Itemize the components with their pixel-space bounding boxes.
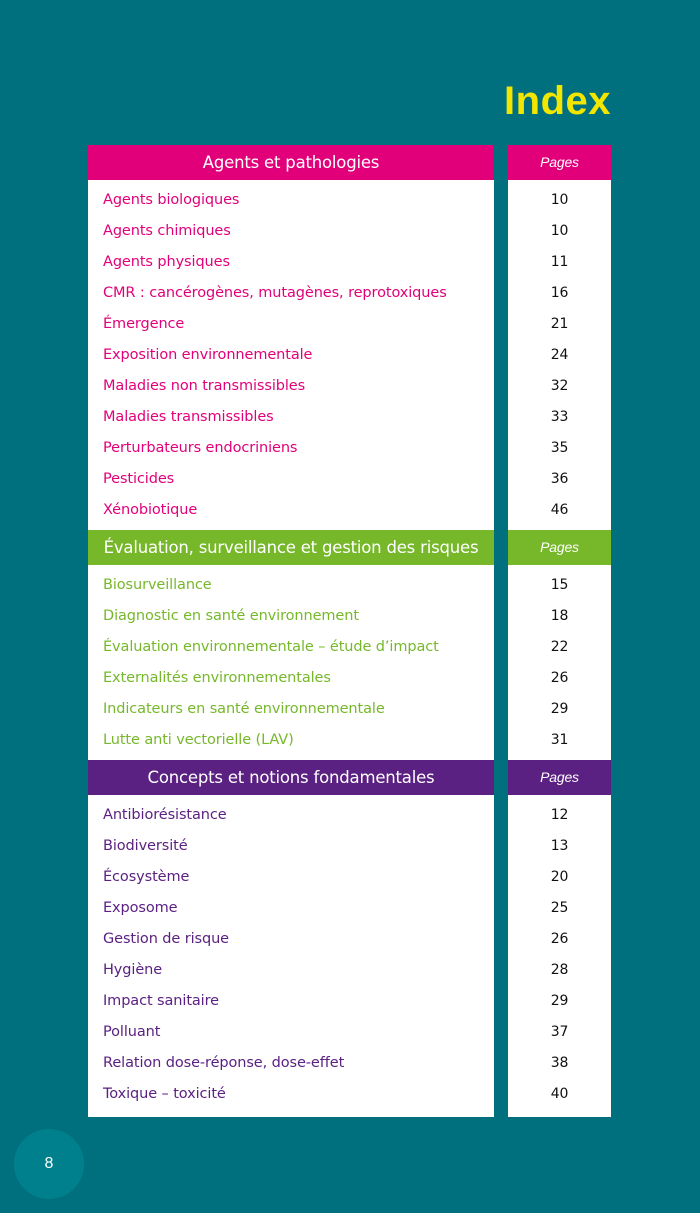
page-number[interactable]: 46	[550, 502, 569, 518]
page-number[interactable]: 37	[550, 1024, 569, 1040]
index-term[interactable]: CMR : cancérogènes, mutagènes, reprotoxiques	[103, 285, 447, 301]
page-number[interactable]: 24	[550, 347, 569, 363]
index-term[interactable]: Pesticides	[103, 471, 175, 487]
index-term[interactable]: Perturbateurs endocriniens	[103, 440, 298, 456]
index-term[interactable]: Exposome	[103, 900, 178, 916]
pages-list	[508, 795, 611, 1117]
index-term[interactable]: Agents chimiques	[103, 223, 231, 239]
index-term[interactable]: Externalités environnementales	[103, 670, 331, 686]
terms-list	[88, 565, 494, 763]
index-term[interactable]: Hygiène	[103, 962, 163, 978]
index-term[interactable]: Agents biologiques	[103, 192, 240, 208]
page-number[interactable]: 36	[550, 471, 569, 487]
page-number[interactable]: 38	[550, 1055, 569, 1071]
section-heading: Concepts et notions fondamentales	[88, 760, 494, 795]
page-number[interactable]: 15	[550, 577, 569, 593]
page-number[interactable]: 22	[550, 639, 569, 655]
pages-column	[508, 145, 611, 533]
index-term[interactable]: Biodiversité	[103, 838, 188, 854]
index-term[interactable]: Diagnostic en santé environnement	[103, 608, 359, 624]
page-title: Index	[504, 79, 611, 123]
terms-list	[88, 795, 494, 1117]
index-term[interactable]: Indicateurs en santé environnementale	[103, 701, 385, 717]
page-number[interactable]: 31	[550, 732, 569, 748]
index-term[interactable]: Polluant	[103, 1024, 161, 1040]
index-term[interactable]: Exposition environnementale	[103, 347, 313, 363]
page-number[interactable]: 20	[550, 869, 569, 885]
pages-list	[508, 180, 611, 533]
page-number[interactable]: 10	[550, 192, 569, 208]
pages-heading: Pages	[508, 530, 611, 565]
page-number[interactable]: 32	[550, 378, 569, 394]
index-term[interactable]: Lutte anti vectorielle (LAV)	[103, 732, 294, 748]
pages-heading: Pages	[508, 760, 611, 795]
page-number[interactable]: 18	[550, 608, 569, 624]
page-number[interactable]: 29	[550, 993, 569, 1009]
section-heading: Agents et pathologies	[88, 145, 494, 180]
page-number[interactable]: 29	[550, 701, 569, 717]
pages-column	[508, 760, 611, 1117]
page-number[interactable]: 16	[550, 285, 569, 301]
page-number[interactable]: 28	[550, 962, 569, 978]
index-term[interactable]: Relation dose-réponse, dose-effet	[103, 1055, 345, 1071]
page-number[interactable]: 35	[550, 440, 569, 456]
page-number[interactable]: 26	[550, 931, 569, 947]
page-number[interactable]: 10	[550, 223, 569, 239]
terms-column	[88, 760, 494, 1117]
index-term[interactable]: Maladies transmissibles	[103, 409, 274, 425]
terms-column	[88, 530, 494, 763]
index-term[interactable]: Gestion de risque	[103, 931, 229, 947]
pages-column	[508, 530, 611, 763]
page-number[interactable]: 11	[550, 254, 569, 270]
index-term[interactable]: Maladies non transmissibles	[103, 378, 306, 394]
page-number[interactable]: 13	[550, 838, 569, 854]
section-heading: Évaluation, surveillance et gestion des risques	[88, 530, 494, 565]
page-number[interactable]: 40	[550, 1086, 569, 1102]
index-term[interactable]: Émergence	[103, 316, 185, 332]
page-number[interactable]: 21	[550, 316, 569, 332]
page-number[interactable]: 12	[550, 807, 569, 823]
index-term[interactable]: Agents physiques	[103, 254, 230, 270]
index-term[interactable]: Toxique – toxicité	[103, 1086, 226, 1102]
page-number[interactable]: 33	[550, 409, 569, 425]
index-term[interactable]: Évaluation environnementale – étude d’impact	[103, 639, 439, 655]
page-number[interactable]: 25	[550, 900, 569, 916]
pages-heading: Pages	[508, 145, 611, 180]
index-term[interactable]: Xénobiotique	[103, 502, 198, 518]
index-term[interactable]: Biosurveillance	[103, 577, 212, 593]
pages-list	[508, 565, 611, 763]
index-term[interactable]: Impact sanitaire	[103, 993, 219, 1009]
terms-column	[88, 145, 494, 533]
terms-list	[88, 180, 494, 533]
page-number-badge: 8	[14, 1129, 84, 1199]
index-term[interactable]: Écosystème	[103, 869, 190, 885]
index-term[interactable]: Antibiorésistance	[103, 807, 227, 823]
page-number[interactable]: 26	[550, 670, 569, 686]
